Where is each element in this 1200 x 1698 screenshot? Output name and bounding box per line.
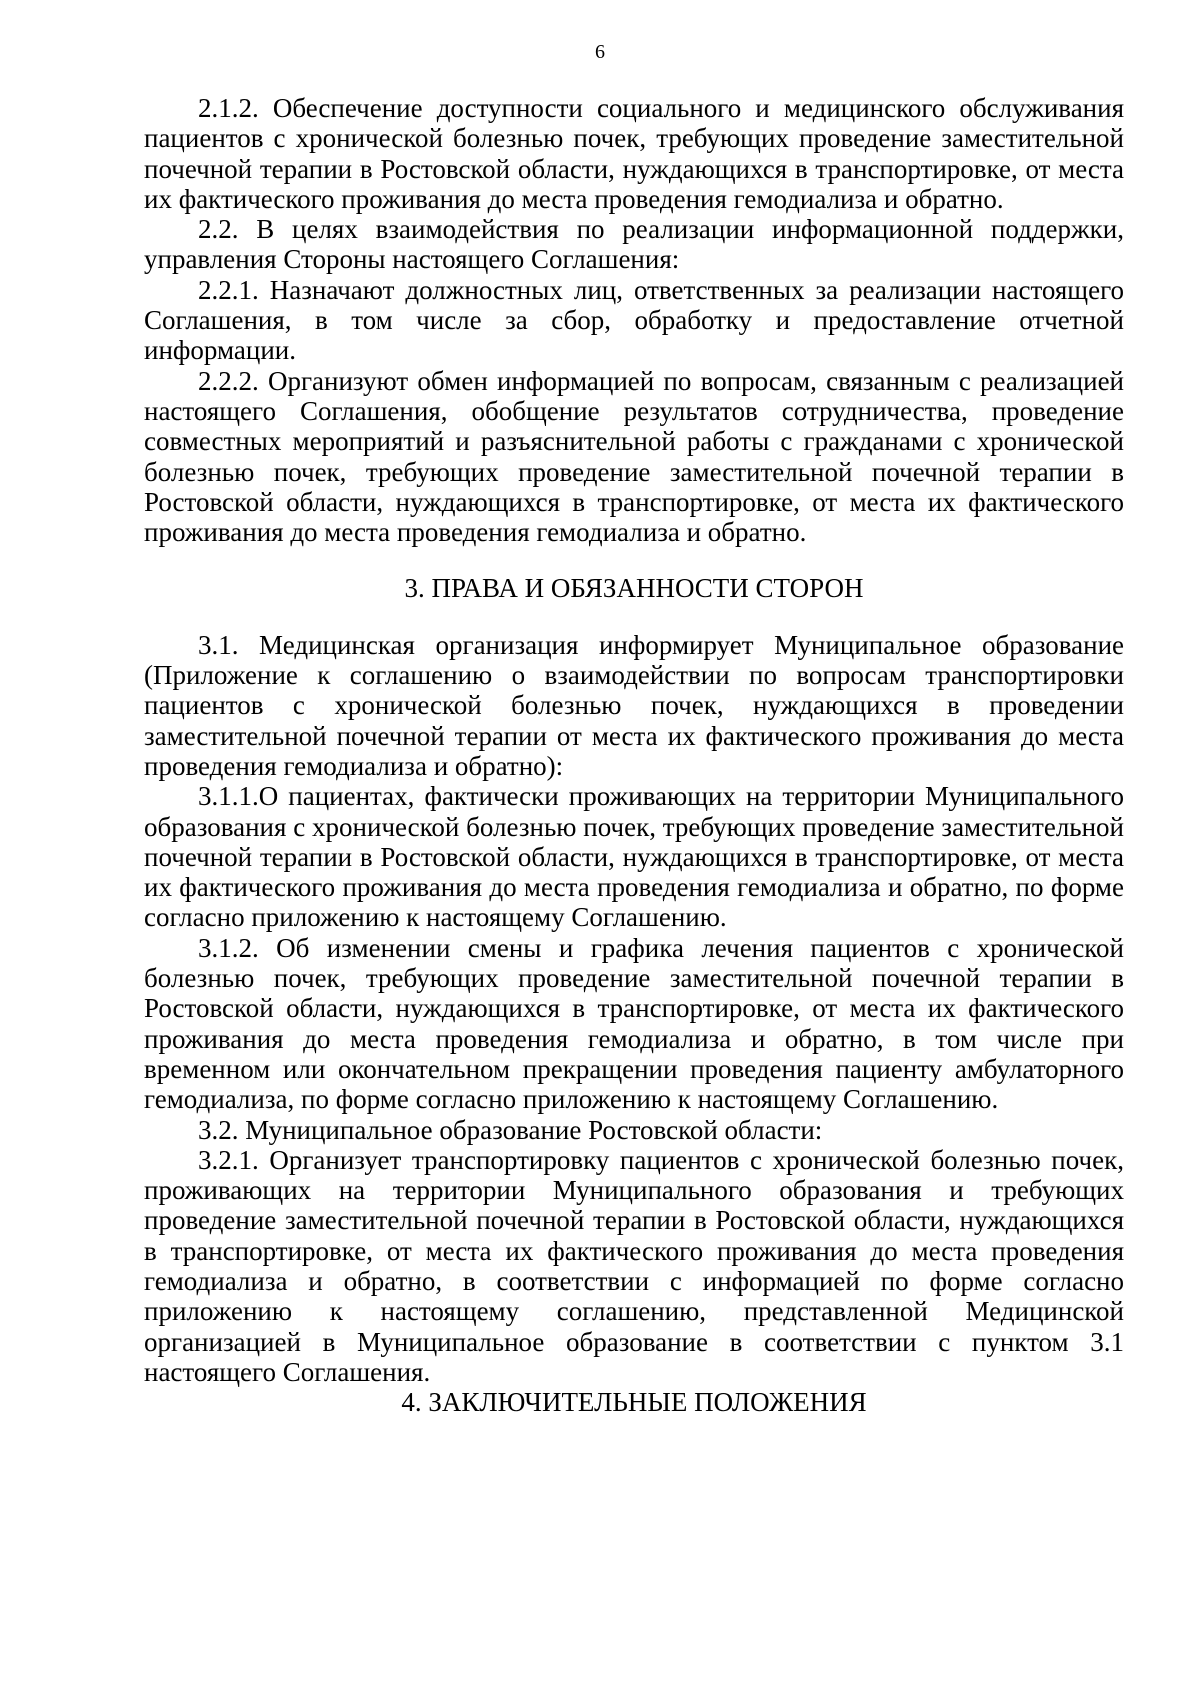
paragraph-3-2-1: 3.2.1. Организует транспортировку пациентов с хронической болезнью почек, проживающих на территории Муниципального образования и требующих проведение заместительной почечной терапии в Ростовской области, нуждающихся в транспортировке, от места их фактического проживания до места проведения гемодиализа и обратно, в соответствии с информацией по форме согласно приложению к настоящему соглашению, представленной Медицинской организацией в Муниципальное образование в соответствии с пунктом 3.1 настоящего Соглашения. [144,1144,1124,1387]
paragraph-3-2: 3.2. Муниципальное образование Ростовской области: [198,1114,823,1145]
paragraph-2-2-1: 2.2.1. Назначают должностных лиц, ответственных за реализации настоящего Соглашения, в том числе за сбор, обработку и предоставление отчетной информации. [144,274,1124,366]
section-heading-3: 3. ПРАВА И ОБЯЗАННОСТИ СТОРОН [404,573,864,604]
section-heading-4: 4. ЗАКЛЮЧИТЕЛЬНЫЕ ПОЛОЖЕНИЯ [401,1387,867,1418]
paragraph-2-1-2: 2.1.2. Обеспечение доступности социального и медицинского обслуживания пациентов с хронической болезнью почек, требующих проведение заместительной почечной терапии в Ростовской области, нуждающихся в транспортировке, от места их фактического проживания до места проведения гемодиализа и обратно. [144,93,1124,214]
paragraph-3-1-1: 3.1.1.О пациентах, фактически проживающих на территории Муниципального образования с хронической болезнью почек, требующих проведение заместительной почечной терапии в Ростовской области, нуждающихся в транспортировке, от места их фактического проживания до места проведения гемодиализа и обратно, по форме согласно приложению к настоящему Соглашению. [144,781,1124,933]
paragraph-3-1-2: 3.1.2. Об изменении смены и графика лечения пациентов с хронической болезнью почек, требующих проведение заместительной почечной терапии в Ростовской области, нуждающихся в транспортировке, от места их фактического проживания до места проведения гемодиализа и обратно, в том числе при временном или окончательном прекращении проведения пациенту амбулаторного гемодиализа, по форме согласно приложению к настоящему Соглашению. [144,932,1124,1115]
page-number: 6 [595,41,605,63]
document-body [144,93,1124,1417]
paragraph-2-2-2: 2.2.2. Организуют обмен информацией по вопросам, связанным с реализацией настоящего Соглашения, обобщение результатов сотрудничества, проведение совместных мероприятий и разъяснительной работы с гражданами с хронической болезнью почек, требующих проведение заместительной почечной терапии в Ростовской области, нуждающихся в транспортировке, от места их фактического проживания до места проведения гемодиализа и обратно. [144,365,1124,548]
paragraph-3-1: 3.1. Медицинская организация информирует Муниципальное образование (Приложение к соглашению о взаимодействии по вопросам транспортировки пациентов с хронической болезнью почек, нуждающихся в проведении заместительной почечной терапии от места их фактического проживания до места проведения гемодиализа и обратно): [144,629,1124,781]
paragraph-2-2: 2.2. В целях взаимодействия по реализации информационной поддержки, управления Стороны настоящего Соглашения: [144,214,1124,275]
